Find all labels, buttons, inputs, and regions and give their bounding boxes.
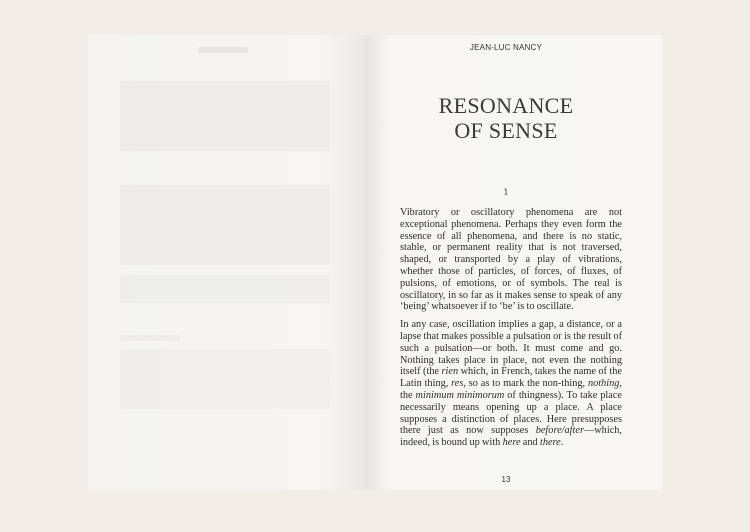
text: .: [560, 437, 564, 449]
show-through-text: [120, 185, 330, 265]
right-page: [366, 35, 662, 490]
text: In any case, oscillation implies a gap, a distance, or a lapse that makes possible a pulsation or is the result of such a pulsation—or both. It must come and go. Nothing takes place in place, not even the nothing itself (the: [400, 319, 622, 378]
paragraph-1: Vibratory or oscillatory phenomena are not exceptional phenomena. Perhaps they even form the essence of all phenomena, and there is no static, stable, or permanent reality that is not traversed, shaped, or transported by a play of vibrations, whether those of particles, of forces, of fluxes, of pulsions, of emotions, or of symbols. The real is oscillatory, in so far as it makes sense to speak of any ‘being’ whatsoever if to ‘be’ is to oscillate.: [400, 207, 622, 313]
italic-text: here: [502, 437, 521, 449]
show-through-text: [120, 81, 330, 151]
running-head: JEAN-LUC NANCY: [469, 43, 543, 52]
italic-text: nothing: [587, 378, 620, 390]
text: and: [520, 437, 540, 449]
show-through-text: [120, 349, 330, 409]
text: , the: [400, 378, 622, 401]
page-number: 13: [501, 475, 511, 484]
text: —which, indeed, is bound up with: [400, 425, 622, 449]
left-page: [88, 35, 366, 490]
text: of thingness). To take place necessarily means opening up a place. A place supposes a distinction of places. Here presupposes there just as now supposes: [400, 389, 622, 437]
italic-text: before/after: [535, 425, 584, 437]
paragraph-2: [400, 319, 622, 449]
show-through-text: [120, 275, 330, 303]
body-text: [400, 207, 622, 455]
show-through-text: [120, 335, 180, 341]
section-number: 1: [503, 188, 509, 197]
italic-text: res: [451, 378, 464, 390]
italic-text: rien: [441, 366, 459, 378]
title-line-1: RESONANCE: [438, 93, 574, 118]
text: which, in French, takes the name of the Latin thing,: [400, 366, 622, 390]
text: , so as to mark the non-thing,: [463, 378, 588, 390]
title-line-2: OF SENSE: [454, 118, 558, 143]
italic-text: minimum minimorum: [415, 389, 505, 401]
italic-text: there: [539, 437, 561, 449]
show-through-text: [198, 47, 248, 53]
chapter-title: [366, 93, 646, 143]
